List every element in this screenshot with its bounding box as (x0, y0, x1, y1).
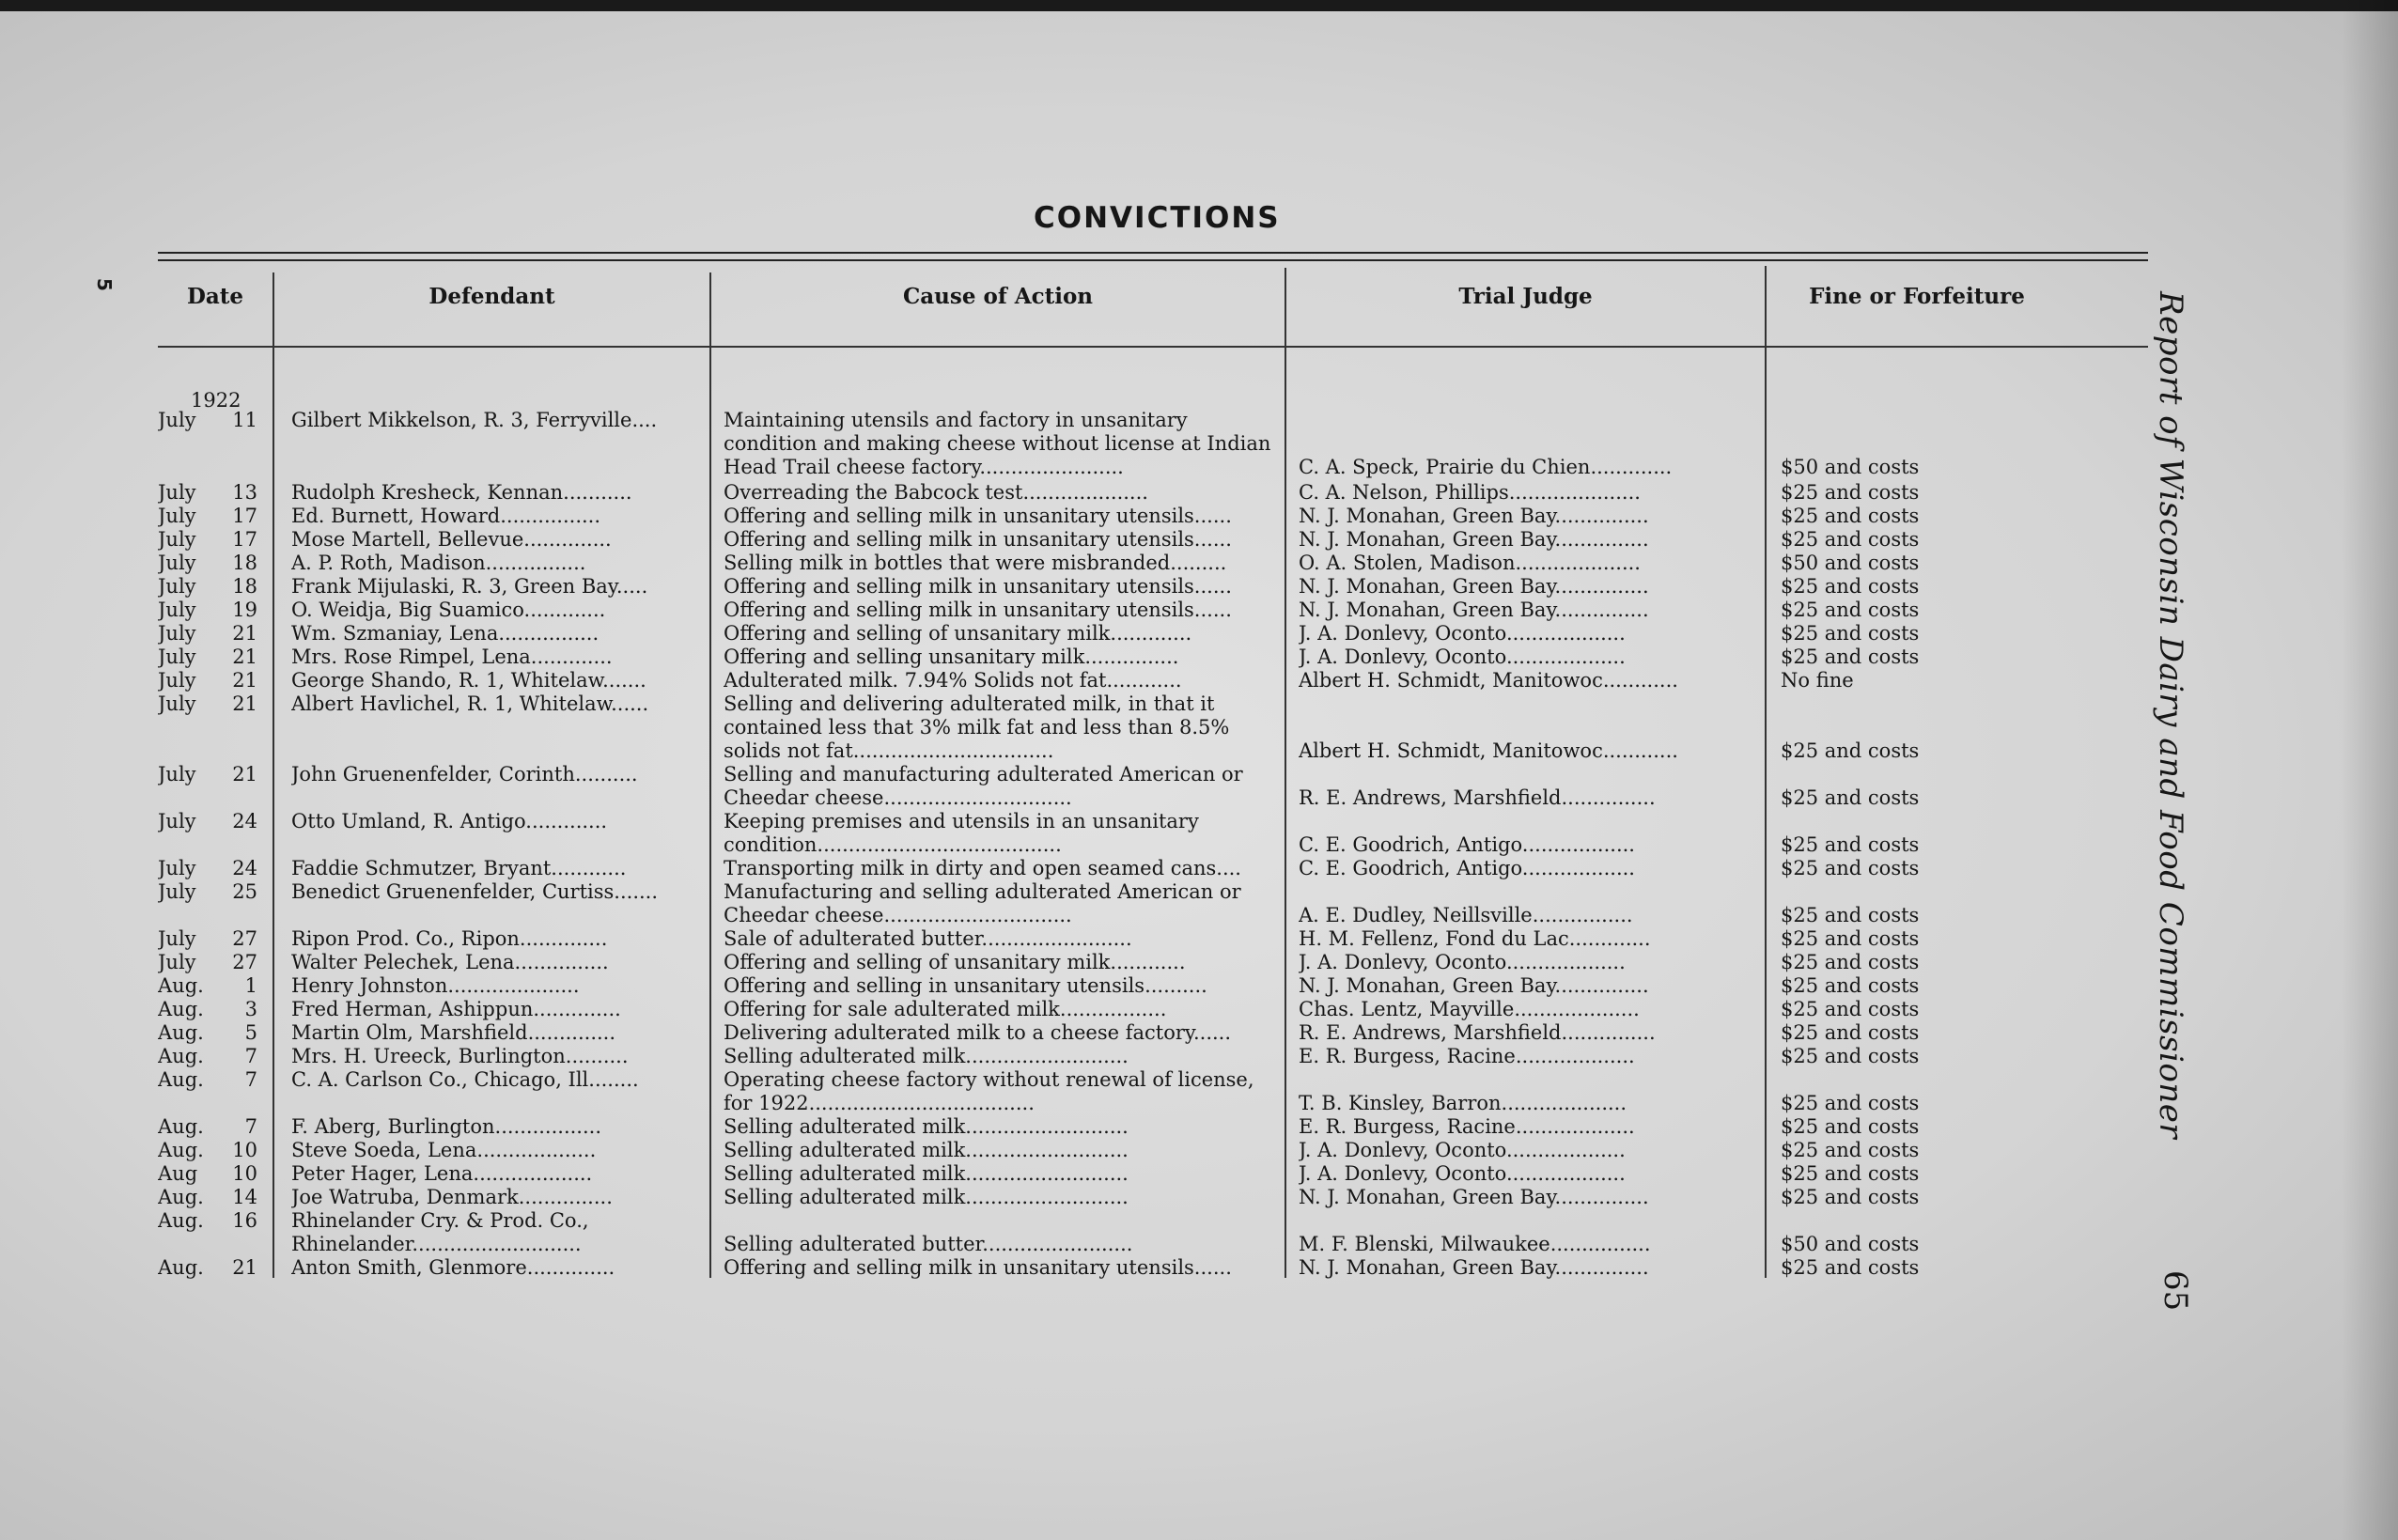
table-top-rule-2 (158, 259, 2148, 261)
row-cause: Offering and selling in unsanitary utensils.......... (724, 974, 1207, 997)
row-fine: $25 and costs (1781, 481, 1920, 504)
row-fine: $25 and costs (1781, 1162, 1920, 1185)
row-defendant: Ripon Prod. Co., Ripon.............. (291, 927, 608, 950)
row-cause: Offering and selling milk in unsanitary utensils...... (724, 599, 1232, 621)
row-fine: $25 and costs (1781, 1115, 1920, 1138)
row-defendant: C. A. Carlson Co., Chicago, Ill........ (291, 1068, 639, 1091)
row-fine: $25 and costs (1781, 1139, 1920, 1161)
row-cause: Selling adulterated milk.......................... (724, 1139, 1129, 1161)
row-judge: J. A. Donlevy, Oconto................... (1299, 622, 1626, 645)
row-fine: $25 and costs (1781, 622, 1920, 645)
scan-top-edge (0, 0, 2398, 11)
row-month: July (158, 646, 196, 668)
row-month: July (158, 505, 196, 527)
row-judge: C. E. Goodrich, Antigo.................. (1299, 857, 1635, 879)
row-defendant: John Gruenenfelder, Corinth.......... (291, 763, 638, 786)
row-month: Aug. (158, 1045, 204, 1067)
row-cause: Selling milk in bottles that were misbranded......... (724, 552, 1227, 574)
row-defendant: George Shando, R. 1, Whitelaw....... (291, 669, 646, 692)
row-day: 19 (232, 599, 257, 621)
row-judge: N. J. Monahan, Green Bay............... (1299, 505, 1649, 527)
row-fine: $25 and costs (1781, 786, 1920, 809)
row-defendant: Rhinelander Cry. & Prod. Co., Rhinelander........................... (291, 1209, 589, 1255)
row-cause: Offering and selling milk in unsanitary utensils...... (724, 528, 1232, 551)
row-month: Aug (158, 1162, 198, 1185)
row-cause: Adulterated milk. 7.94% Solids not fat............ (724, 669, 1182, 692)
row-fine: $25 and costs (1781, 1045, 1920, 1067)
row-cause: Offering and selling unsanitary milk............... (724, 646, 1179, 668)
row-cause: Offering and selling milk in unsanitary utensils...... (724, 505, 1232, 527)
row-cause: Offering and selling of unsanitary milk............. (724, 622, 1192, 645)
row-cause: Selling and delivering adulterated milk, in that it contained less that 3% milk fat and less than 8.5% solids not fat................................ (724, 692, 1230, 762)
row-fine: $25 and costs (1781, 528, 1920, 551)
row-defendant: Walter Pelechek, Lena............... (291, 951, 609, 973)
column-divider-judge (1765, 266, 1767, 1278)
row-judge: Albert H. Schmidt, Manitowoc............ (1299, 669, 1678, 692)
row-defendant: F. Aberg, Burlington................. (291, 1115, 602, 1138)
row-fine: $25 and costs (1781, 575, 1920, 598)
row-fine: $25 and costs (1781, 1021, 1920, 1044)
row-month: Aug. (158, 1115, 204, 1138)
row-month: July (158, 481, 196, 504)
row-day: 21 (232, 1256, 257, 1279)
row-defendant: Steve Soeda, Lena................... (291, 1139, 597, 1161)
row-judge: N. J. Monahan, Green Bay............... (1299, 1256, 1649, 1279)
row-month: July (158, 927, 196, 950)
row-judge: J. A. Donlevy, Oconto................... (1299, 646, 1626, 668)
row-fine: $25 and costs (1781, 1092, 1920, 1114)
row-judge: J. A. Donlevy, Oconto................... (1299, 1139, 1626, 1161)
row-day: 21 (232, 692, 257, 715)
row-day: 13 (232, 481, 257, 504)
row-judge: C. E. Goodrich, Antigo.................. (1299, 833, 1635, 856)
row-cause: Selling adulterated milk.......................... (724, 1162, 1129, 1185)
row-fine: $25 and costs (1781, 505, 1920, 527)
row-month: July (158, 810, 196, 832)
row-day: 27 (232, 951, 257, 973)
row-judge: E. R. Burgess, Racine................... (1299, 1115, 1635, 1138)
row-day: 21 (232, 763, 257, 786)
margin-mark: 5 (93, 278, 116, 291)
row-judge: M. F. Blenski, Milwaukee................ (1299, 1233, 1651, 1255)
row-cause: Offering and selling milk in unsanitary utensils...... (724, 575, 1232, 598)
row-defendant: Wm. Szmaniay, Lena................ (291, 622, 600, 645)
row-month: July (158, 622, 196, 645)
row-cause: Selling and manufacturing adulterated American or Cheedar cheese.............................. (724, 763, 1243, 809)
row-cause: Offering for sale adulterated milk................. (724, 998, 1167, 1020)
header-judge: Trial Judge (1458, 284, 1593, 309)
page-title: CONVICTIONS (1034, 201, 1281, 235)
row-defendant: Anton Smith, Glenmore.............. (291, 1256, 615, 1279)
row-judge: T. B. Kinsley, Barron.................... (1299, 1092, 1627, 1114)
page-gutter-shadow (2342, 0, 2398, 1540)
row-judge: E. R. Burgess, Racine................... (1299, 1045, 1635, 1067)
row-fine: $25 and costs (1781, 998, 1920, 1020)
row-month: July (158, 599, 196, 621)
row-day: 10 (232, 1139, 257, 1161)
row-fine: $25 and costs (1781, 974, 1920, 997)
row-judge: N. J. Monahan, Green Bay............... (1299, 575, 1649, 598)
row-cause: Overreading the Babcock test.................... (724, 481, 1148, 504)
row-defendant: Frank Mijulaski, R. 3, Green Bay..... (291, 575, 648, 598)
row-month: Aug. (158, 1186, 204, 1208)
row-fine: $25 and costs (1781, 904, 1920, 926)
row-defendant: O. Weidja, Big Suamico............. (291, 599, 606, 621)
row-month: July (158, 552, 196, 574)
row-fine: $50 and costs (1781, 552, 1920, 574)
row-month: Aug. (158, 1139, 204, 1161)
row-judge: N. J. Monahan, Green Bay............... (1299, 599, 1649, 621)
row-cause: Offering and selling milk in unsanitary utensils...... (724, 1256, 1232, 1279)
row-day: 11 (232, 409, 257, 431)
row-cause: Selling adulterated milk.......................... (724, 1186, 1129, 1208)
row-month: Aug. (158, 1256, 204, 1279)
row-defendant: Albert Havlichel, R. 1, Whitelaw...... (291, 692, 649, 715)
row-day: 7 (244, 1115, 257, 1138)
row-fine: $25 and costs (1781, 951, 1920, 973)
row-day: 21 (232, 669, 257, 692)
row-cause: Maintaining utensils and factory in unsanitary condition and making cheese without license at Indian Head Trail cheese factory....................... (724, 409, 1271, 478)
row-fine: $25 and costs (1781, 857, 1920, 879)
row-defendant: Peter Hager, Lena................... (291, 1162, 593, 1185)
column-divider-defendant (709, 272, 711, 1278)
row-day: 24 (232, 857, 257, 879)
row-defendant: Mrs. H. Ureeck, Burlington.......... (291, 1045, 629, 1067)
row-judge: Albert H. Schmidt, Manitowoc............ (1299, 739, 1678, 762)
row-cause: Sale of adulterated butter........................ (724, 927, 1132, 950)
page-number: 65 (2157, 1270, 2194, 1312)
row-day: 27 (232, 927, 257, 950)
row-month: July (158, 692, 196, 715)
row-day: 7 (244, 1045, 257, 1067)
row-cause: Delivering adulterated milk to a cheese factory...... (724, 1021, 1232, 1044)
row-judge: J. A. Donlevy, Oconto................... (1299, 951, 1626, 973)
row-cause: Offering and selling of unsanitary milk............ (724, 951, 1186, 973)
row-defendant: Benedict Gruenenfelder, Curtiss....... (291, 880, 659, 903)
year-label: 1922 (191, 389, 241, 412)
row-day: 10 (232, 1162, 257, 1185)
row-month: July (158, 857, 196, 879)
column-divider-date (272, 272, 274, 1278)
row-fine: $25 and costs (1781, 739, 1920, 762)
row-fine: No fine (1781, 669, 1854, 692)
row-fine: $25 and costs (1781, 927, 1920, 950)
header-date: Date (186, 284, 244, 309)
row-day: 18 (232, 575, 257, 598)
table-top-rule-1 (158, 252, 2148, 254)
row-month: Aug. (158, 1068, 204, 1091)
row-day: 18 (232, 552, 257, 574)
row-defendant: Faddie Schmutzer, Bryant............ (291, 857, 627, 879)
row-judge: N. J. Monahan, Green Bay............... (1299, 1186, 1649, 1208)
row-day: 14 (232, 1186, 257, 1208)
row-fine: $25 and costs (1781, 599, 1920, 621)
row-defendant: Otto Umland, R. Antigo............. (291, 810, 608, 832)
row-cause: Selling adulterated milk.......................... (724, 1115, 1129, 1138)
row-defendant: Fred Herman, Ashippun.............. (291, 998, 621, 1020)
row-fine: $50 and costs (1781, 1233, 1920, 1255)
row-month: July (158, 409, 196, 431)
row-defendant: Gilbert Mikkelson, R. 3, Ferryville.... (291, 409, 658, 431)
row-cause: Keeping premises and utensils in an unsanitary condition....................................... (724, 810, 1199, 856)
row-day: 5 (244, 1021, 257, 1044)
header-bottom-rule (158, 346, 2148, 348)
row-month: Aug. (158, 974, 204, 997)
header-defendant: Defendant (428, 284, 555, 309)
row-day: 25 (232, 880, 257, 903)
row-defendant: Martin Olm, Marshfield.............. (291, 1021, 616, 1044)
header-fine: Fine or Forfeiture (1809, 284, 2025, 309)
row-judge: Chas. Lentz, Mayville.................... (1299, 998, 1640, 1020)
row-defendant: Mrs. Rose Rimpel, Lena............. (291, 646, 613, 668)
row-defendant: Ed. Burnett, Howard................ (291, 505, 601, 527)
row-day: 17 (232, 505, 257, 527)
header-cause: Cause of Action (902, 284, 1094, 309)
column-divider-cause (1285, 268, 1286, 1278)
row-judge: C. A. Speck, Prairie du Chien............. (1299, 456, 1673, 478)
row-month: July (158, 528, 196, 551)
row-month: July (158, 951, 196, 973)
row-day: 24 (232, 810, 257, 832)
row-day: 21 (232, 646, 257, 668)
row-month: Aug. (158, 998, 204, 1020)
row-cause: Selling adulterated milk.......................... (724, 1045, 1129, 1067)
row-judge: N. J. Monahan, Green Bay............... (1299, 528, 1649, 551)
row-month: July (158, 669, 196, 692)
row-day: 3 (244, 998, 257, 1020)
row-fine: $50 and costs (1781, 456, 1920, 478)
row-fine: $25 and costs (1781, 833, 1920, 856)
running-title: Report of Wisconsin Dairy and Food Commissioner (2152, 291, 2189, 1140)
row-defendant: Henry Johnston..................... (291, 974, 580, 997)
row-day: 21 (232, 622, 257, 645)
row-day: 17 (232, 528, 257, 551)
row-cause: Transporting milk in dirty and open seamed cans.... (724, 857, 1241, 879)
row-month: July (158, 575, 196, 598)
row-month: July (158, 880, 196, 903)
row-day: 16 (232, 1209, 257, 1232)
row-fine: $25 and costs (1781, 646, 1920, 668)
row-month: Aug. (158, 1209, 204, 1232)
row-day: 1 (244, 974, 257, 997)
row-judge: N. J. Monahan, Green Bay............... (1299, 974, 1649, 997)
row-judge: A. E. Dudley, Neillsville................ (1299, 904, 1633, 926)
row-defendant: Rudolph Kresheck, Kennan........... (291, 481, 632, 504)
row-judge: R. E. Andrews, Marshfield............... (1299, 786, 1656, 809)
row-judge: R. E. Andrews, Marshfield............... (1299, 1021, 1656, 1044)
row-defendant: A. P. Roth, Madison................ (291, 552, 586, 574)
row-judge: O. A. Stolen, Madison.................... (1299, 552, 1641, 574)
row-judge: J. A. Donlevy, Oconto................... (1299, 1162, 1626, 1185)
row-day: 7 (244, 1068, 257, 1091)
row-fine: $25 and costs (1781, 1186, 1920, 1208)
row-cause: Manufacturing and selling adulterated American or Cheedar cheese.............................. (724, 880, 1241, 926)
row-fine: $25 and costs (1781, 1256, 1920, 1279)
row-judge: H. M. Fellenz, Fond du Lac............. (1299, 927, 1651, 950)
row-defendant: Joe Watruba, Denmark............... (291, 1186, 613, 1208)
row-month: Aug. (158, 1021, 204, 1044)
row-month: July (158, 763, 196, 786)
row-cause: Selling adulterated butter........................ (724, 1233, 1133, 1255)
row-cause: Operating cheese factory without renewal of license, for 1922.................................... (724, 1068, 1254, 1114)
row-judge: C. A. Nelson, Phillips..................... (1299, 481, 1641, 504)
row-defendant: Mose Martell, Bellevue.............. (291, 528, 612, 551)
